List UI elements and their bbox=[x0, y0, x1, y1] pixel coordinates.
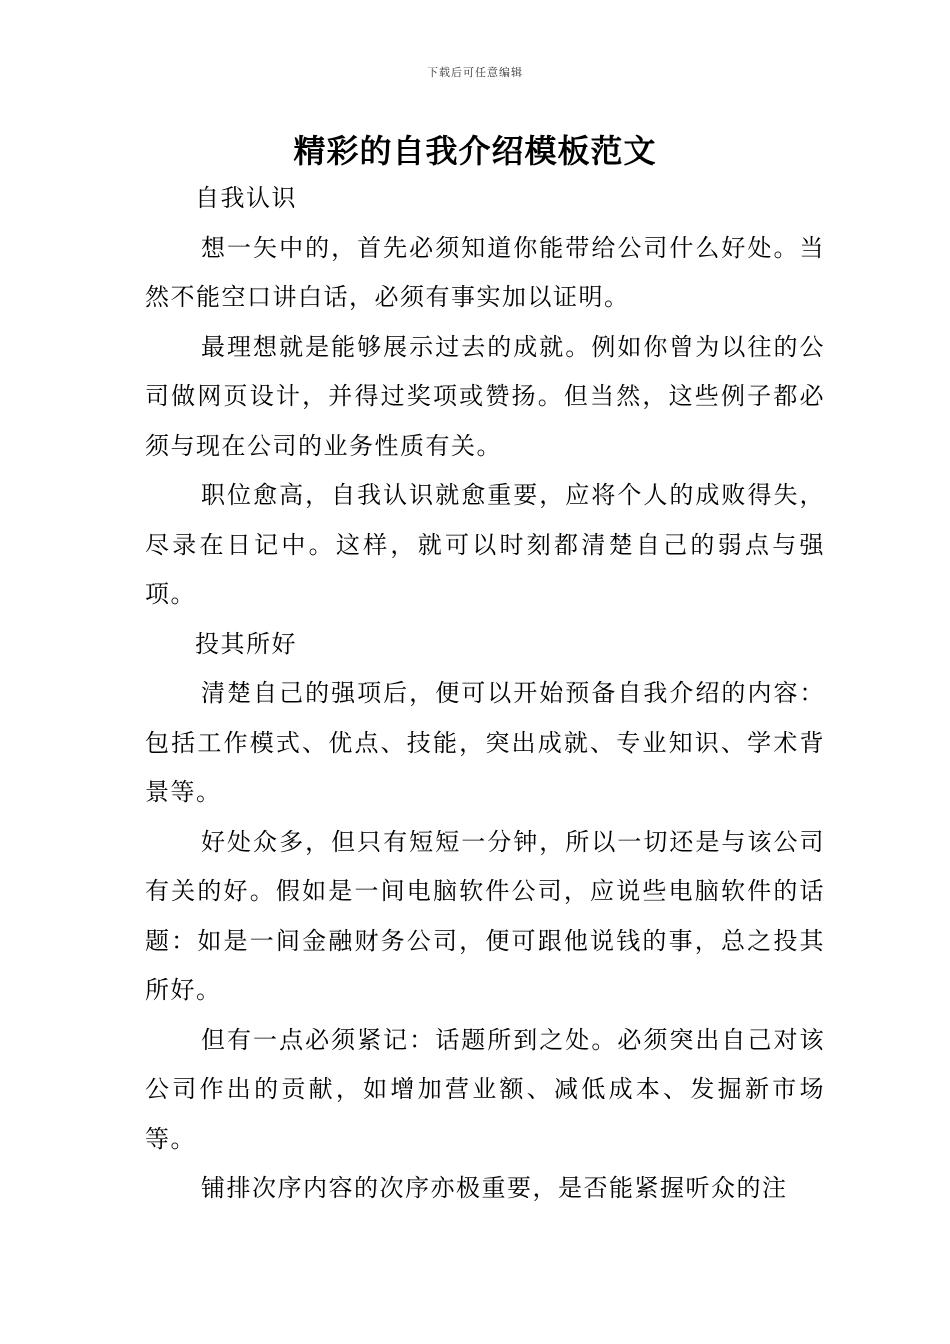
paragraph: 铺排次序内容的次序亦极重要，是否能紧握听众的注 bbox=[201, 1174, 788, 1202]
document-body bbox=[145, 174, 825, 1214]
paragraph: 好处众多，但只有短短一分钟，所以一切还是与该公司有关的好。假如是一间电脑软件公司，应说些电脑软件的话题：如是一间金融财务公司，便可跟他说钱的事，总之投其所好。 bbox=[145, 827, 825, 1004]
header-note: 下载后可任意编辑 bbox=[427, 66, 523, 79]
document-title: 精彩的自我介绍模板范文 bbox=[293, 132, 657, 170]
paragraph: 最理想就是能够展示过去的成就。例如你曾为以往的公司做网页设计，并得过奖项或赞扬。但当然，这些例子都必须与现在公司的业务性质有关。 bbox=[145, 332, 825, 460]
section-heading-self-awareness: 自我认识 bbox=[195, 184, 297, 212]
paragraph: 但有一点必须紧记：话题所到之处。必须突出自己对该公司作出的贡献，如增加营业额、减低成本、发掘新市场等。 bbox=[145, 1025, 825, 1153]
section-heading-cater-to-interests: 投其所好 bbox=[195, 629, 297, 658]
paragraph: 想一矢中的，首先必须知道你能带给公司什么好处。当然不能空口讲白话，必须有事实加以证明。 bbox=[145, 233, 825, 311]
paragraph: 清楚自己的强项后，便可以开始预备自我介绍的内容：包括工作模式、优点、技能，突出成就、专业知识、学术背景等。 bbox=[145, 679, 825, 806]
paragraph: 职位愈高，自我认识就愈重要，应将个人的成败得失，尽录在日记中。这样，就可以时刻都清楚自己的弱点与强项。 bbox=[145, 481, 825, 608]
